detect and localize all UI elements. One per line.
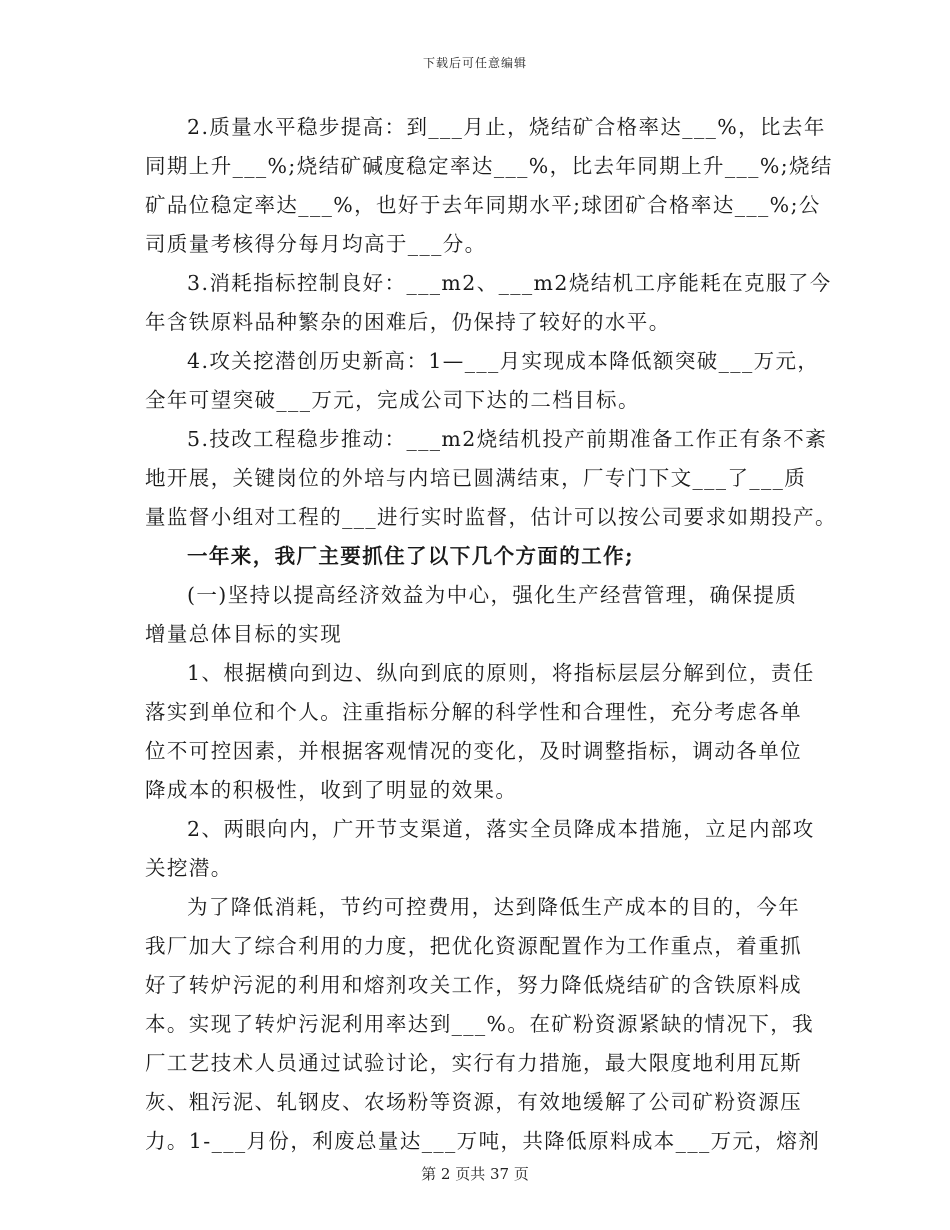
paragraph-line: 降成本的积极性，收到了明显的效果。: [145, 778, 518, 802]
paragraph-line: 2.质量水平稳步提高：到___月止，烧结矿合格率达___%，比去年: [187, 115, 826, 139]
paragraph-line: 关挖潜。: [145, 856, 233, 880]
paragraph-line: 灰、粗污泥、轧钢皮、农场粉等资源，有效地缓解了公司矿粉资源压: [145, 1090, 802, 1114]
paragraph-line: 本。实现了转炉污泥利用率达到___%。在矿粉资源紧缺的情况下，我: [145, 1012, 815, 1036]
paragraph-line: 增量总体目标的实现: [145, 622, 343, 646]
paragraph-line: 年含铁原料品种繁杂的困难后，仍保持了较好的水平。: [145, 310, 671, 334]
section-heading: 一年来，我厂主要抓住了以下几个方面的工作;: [187, 544, 634, 568]
paragraph-line: 好了转炉污泥的利用和熔剂攻关工作，努力降低烧结矿的含铁原料成: [145, 973, 802, 997]
paragraph-line: 司质量考核得分每月均高于___分。: [145, 232, 487, 256]
paragraph-line: 5.技改工程稳步推动：___m2烧结机投产前期准备工作正有条不紊: [187, 427, 828, 451]
paragraph-line: 我厂加大了综合利用的力度，把优化资源配置作为工作重点，着重抓: [145, 934, 802, 958]
paragraph-line: 落实到单位和个人。注重指标分解的科学性和合理性，充分考虑各单: [145, 700, 802, 724]
paragraph-line: 矿品位稳定率达___%，也好于去年同期水平;球团矿合格率达___%;公: [145, 193, 821, 217]
paragraph-line: 力。1-___月份，利废总量达___万吨，共降低原料成本___万元，熔剂: [145, 1129, 821, 1153]
paragraph-line: 3.消耗指标控制良好：___m2、___m2烧结机工序能耗在克服了今: [187, 271, 832, 295]
paragraph-line: 厂工艺技术人员通过试验讨论，实行有力措施，最大限度地利用瓦斯: [145, 1051, 802, 1075]
paragraph-line: 2、两眼向内，广开节支渠道，落实全员降成本措施，立足内部攻: [187, 817, 815, 841]
paragraph-line: 1、根据横向到边、纵向到底的原则，将指标层层分解到位，责任: [187, 661, 815, 685]
document-body: [145, 108, 837, 1161]
paragraph-line: 全年可望突破___万元，完成公司下达的二档目标。: [145, 388, 640, 412]
paragraph-line: 为了降低消耗，节约可控费用，达到降低生产成本的目的，今年: [187, 895, 801, 919]
paragraph-line: 4.攻关挖潜创历史新高：1—___月实现成本降低额突破___万元，: [187, 349, 820, 373]
paragraph-line: 位不可控因素，并根据客观情况的变化，及时调整指标，调动各单位: [145, 739, 802, 763]
paragraph-line: (一)坚持以提高经济效益为中心，强化生产经营管理，确保提质: [187, 583, 798, 607]
page-header: 下载后可任意编辑: [422, 56, 527, 70]
paragraph-line: 地开展，关键岗位的外培与内培已圆满结束，厂专门下文___了___质: [145, 466, 807, 490]
paragraph-line: 量监督小组对工程的___进行实时监督，估计可以按公司要求如期投产。: [145, 505, 837, 529]
page-footer: 第 2 页共 37 页: [421, 1165, 529, 1183]
paragraph-line: 同期上升___%;烧结矿碱度稳定率达___%，比去年同期上升___%;烧结: [145, 154, 833, 178]
